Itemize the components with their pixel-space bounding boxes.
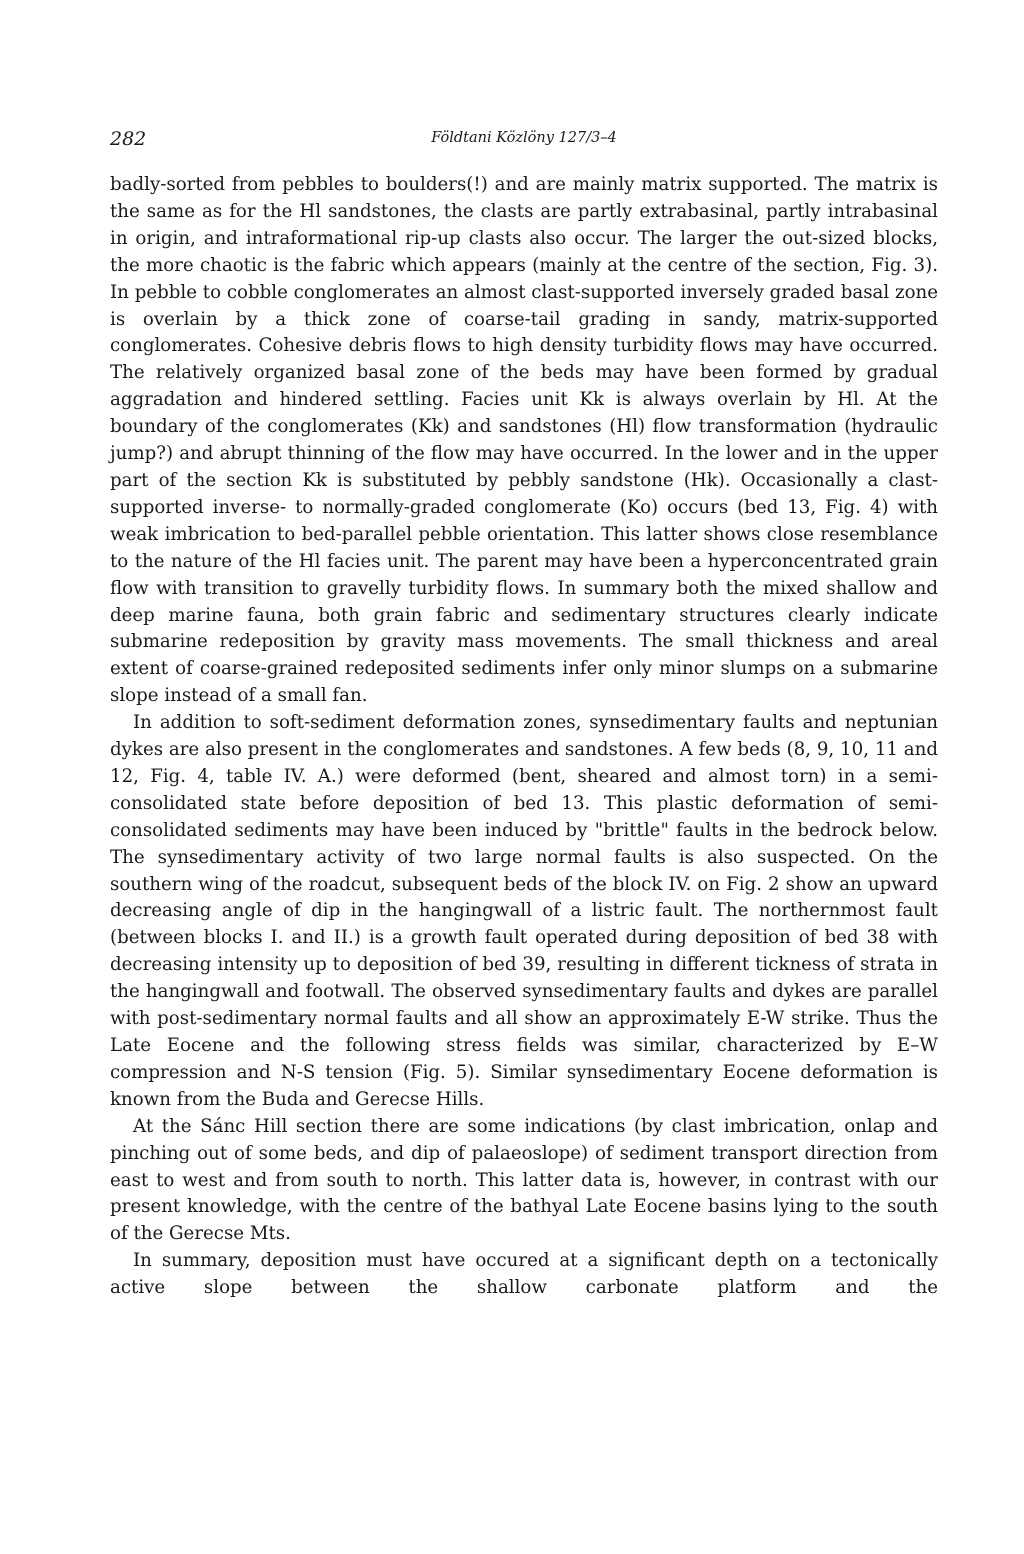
page-header [110,128,938,158]
body-text [110,172,938,1302]
paragraph-sanc-hill-section: At the Sánc Hill section there are some indications (by clast imbrication, onlap and pinching out of some beds, and dip of palaeoslope) of sediment transport direction from east to west and from south to north. This latter data is, however, in contrast with our present knowledge, with the centre of the bathyal Late Eocene basins lying to the south of the Gerecse Mts. [110,1115,938,1245]
running-title: Földtani Közlöny 127/3–4 [431,130,617,146]
paragraph-synsedimentary-faults: In addition to soft-sediment deformation zones, synsedimentary faults and neptunian dykes are also present in the conglomerates and sandstones. A few beds (8, 9, 10, 11 and 12, Fig. 4, table IV. A.) were deformed (bent, sheared and almost torn) in a semi-consolidated state before deposition of bed 13. This plastic deformation of semi-consolidated sediments may have been induced by "brittle" faults in the bedrock below. The synsedimentary activity of two large normal faults is also suspected. On the southern wing of the roadcut, subsequent beds of the block IV. on Fig. 2 show an upward decreasing angle of dip in the hangingwall of a listric fault. The northernmost fault (between blocks I. and II.) is a growth fault operated during deposition of bed 38 with decreasing intensity up to deposition of bed 39, resulting in different tickness of strata in the hangingwall and footwall. The observed synsedimentary faults and dykes are parallel with post-sedimentary normal faults and all show an approximately E-W strike. Thus the Late Eocene and the following stress fields was similar, characterized by E–W compression and N-S tension (Fig. 5). Similar synsedimentary Eocene deformation is known from the Buda and Gerecse Hills. [110,712,938,1110]
paragraph-summary: In summary, deposition must have occured at a significant depth on a tectonically active slope between the shallow carbonate platform and the [110,1250,938,1299]
paragraph-continued: badly-sorted from pebbles to boulders(!) and are mainly matrix supported. The matrix is the same as for the Hl sandstones, the clasts are partly extrabasinal, partly intrabasinal in origin, and intraformational rip-up clasts also occur. The larger the out-sized blocks, the more chaotic is the fabric which appears (mainly at the centre of the section, Fig. 3). In pebble to cobble conglomerates an almost clast-supported inversely graded basal zone is overlain by a thick zone of coarse-tail grading in sandy, matrix-supported conglomerates. Cohesive debris flows to high density turbidity flows may have occurred. The relatively organized basal zone of the beds may have been formed by gradual aggradation and hindered settling. Facies unit Kk is always overlain by Hl. At the boundary of the conglomerates (Kk) and sandstones (Hl) flow transformation (hydraulic jump?) and abrupt thinning of the flow may have occurred. In the lower and in the upper part of the section Kk is substituted by pebbly sandstone (Hk). Occasionally a clast-supported inverse- to normally-graded conglomerate (Ko) occurs (bed 13, Fig. 4) with weak imbrication to bed-parallel pebble orientation. This latter shows close resemblance to the nature of the Hl facies unit. The parent may have been a hyperconcentrated grain flow with transition to gravelly turbidity flows. In summary both the mixed shallow and deep marine fauna, both grain fabric and sedimentary structures clearly indicate submarine redeposition by gravity mass movements. The small thickness and areal extent of coarse-grained redeposited sediments infer only minor slumps on a submarine slope instead of a small fan. [110,174,938,707]
page-number: 282 [110,128,147,150]
